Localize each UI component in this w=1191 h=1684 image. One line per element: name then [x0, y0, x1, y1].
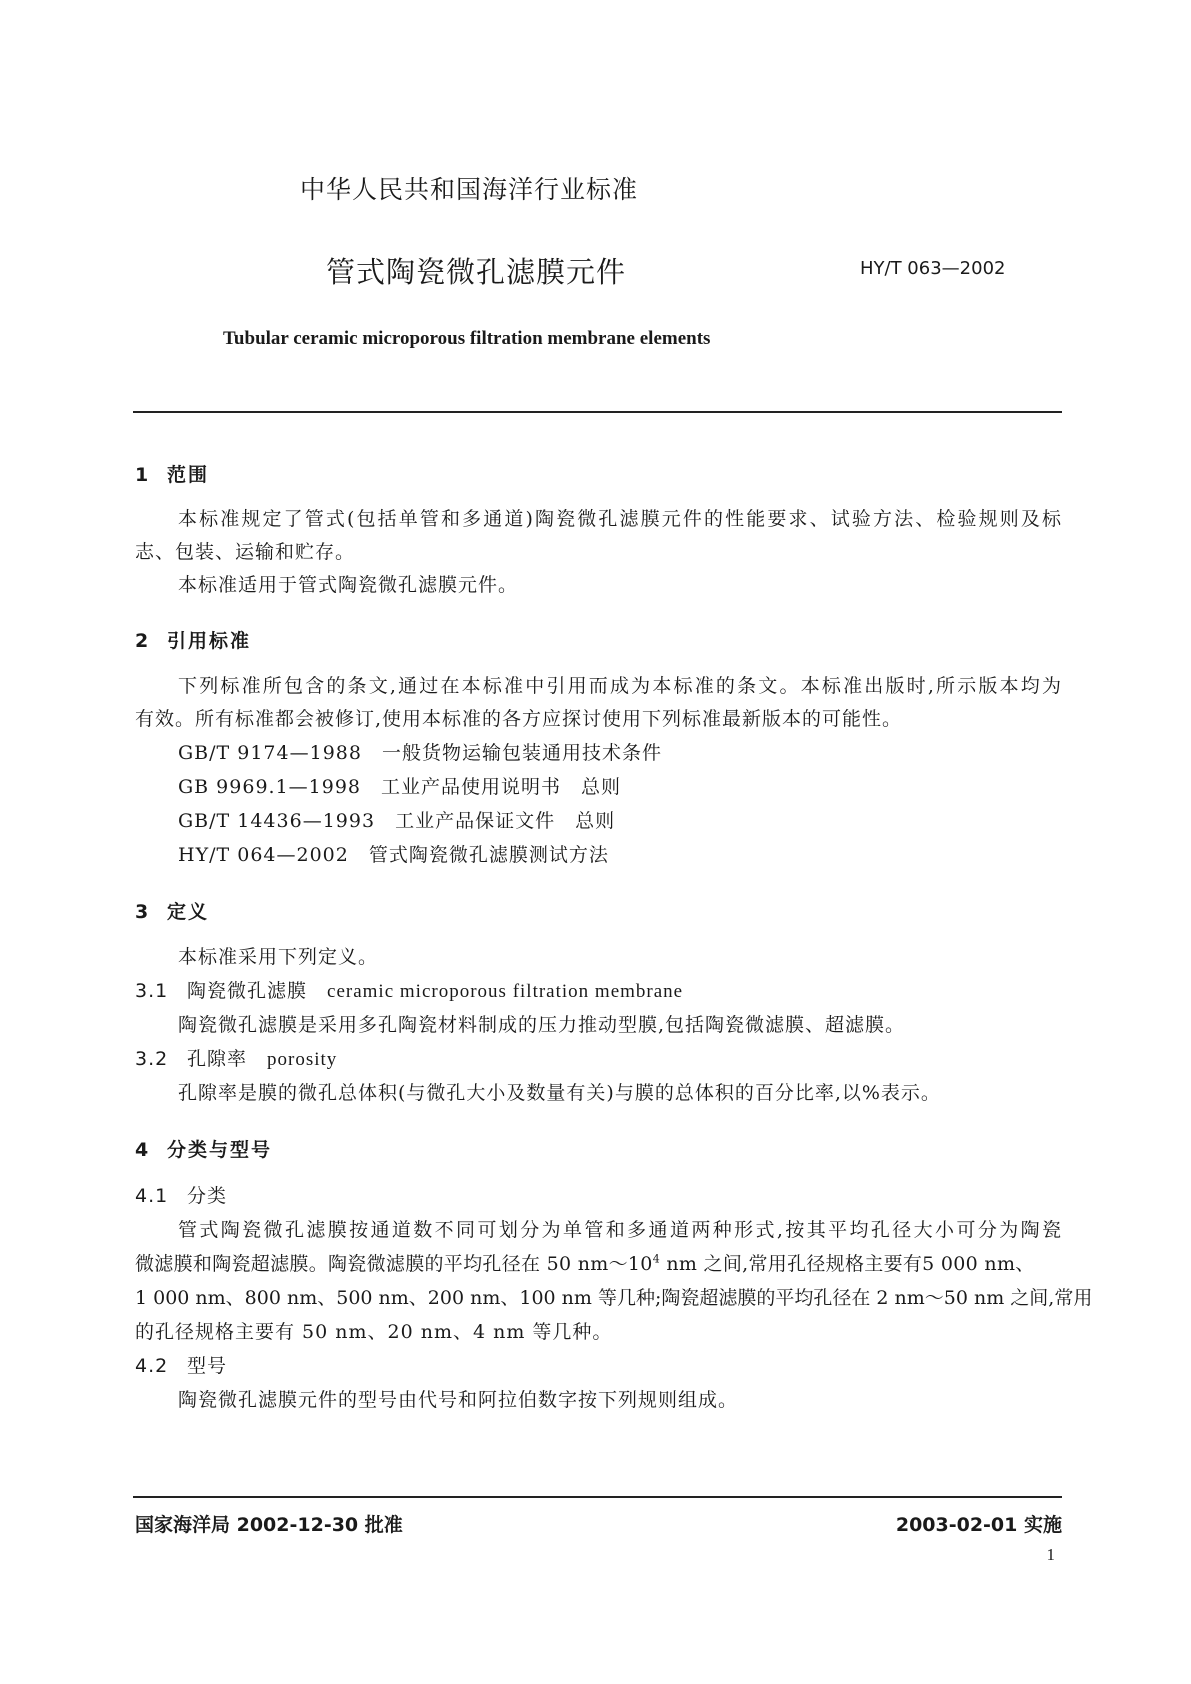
paragraph-line	[135, 1249, 1062, 1276]
line-text: nm 之间,常用孔径规格主要有5 000 nm、	[660, 1253, 1035, 1275]
section-number: 1	[135, 464, 149, 486]
subsection-number: 4.2	[135, 1355, 169, 1377]
subsection-title: 分类	[187, 1185, 228, 1207]
subsection-number: 3.2	[135, 1048, 169, 1070]
section-1-heading	[135, 460, 209, 487]
section-title: 引用标准	[167, 630, 252, 652]
definition-3-2-heading	[135, 1044, 337, 1071]
reference-name: 工业产品保证文件 总则	[395, 810, 616, 832]
section-number: 2	[135, 630, 149, 652]
section-2-heading	[135, 626, 251, 653]
superscript-exponent: 4	[652, 1252, 660, 1266]
effective-date: 2003-02-01 实施	[895, 1514, 1062, 1536]
subsection-title: 型号	[187, 1355, 228, 1377]
paragraph: 本标准采用下列定义。	[178, 946, 379, 968]
definition-text: 孔隙率是膜的微孔总体积(与微孔大小及数量有关)与膜的总体积的百分比率,以%表示。	[178, 1082, 941, 1104]
reference-code: HY/T 064—2002	[178, 844, 349, 866]
definition-term: 孔隙率	[187, 1048, 248, 1070]
subsection-number: 4.1	[135, 1185, 169, 1207]
subsection-number: 3.1	[135, 980, 169, 1002]
reference-code: GB/T 9174—1988	[178, 742, 362, 764]
paragraph-line: 下列标准所包含的条文,通过在本标准中引用而成为本标准的条文。本标准出版时,所示版本均为	[178, 675, 1062, 697]
definition-3-1-heading	[135, 976, 683, 1003]
paragraph-line: 本标准规定了管式(包括单管和多通道)陶瓷微孔滤膜元件的性能要求、试验方法、检验规则及标	[178, 508, 1062, 530]
definition-term: 陶瓷微孔滤膜	[187, 980, 308, 1002]
section-title: 范围	[167, 464, 210, 486]
reference-code: GB 9969.1—1998	[178, 776, 362, 798]
header-rule	[133, 411, 1062, 413]
section-number: 3	[135, 901, 149, 923]
section-3-heading	[135, 897, 209, 924]
reference-item	[178, 840, 609, 867]
paragraph-line: 有效。所有标准都会被修订,使用本标准的各方应探讨使用下列标准最新版本的可能性。	[135, 708, 903, 730]
paragraph: 陶瓷微孔滤膜元件的型号由代号和阿拉伯数字按下列规则组成。	[178, 1389, 739, 1411]
document-title-cn: 管式陶瓷微孔滤膜元件	[326, 255, 627, 289]
section-title: 分类与型号	[167, 1139, 273, 1161]
reference-item	[178, 806, 615, 833]
page-number: 1	[1046, 1545, 1055, 1564]
reference-code: GB/T 14436—1993	[178, 810, 376, 832]
section-4-heading	[135, 1135, 272, 1162]
standard-code: HY/T 063—2002	[860, 258, 1006, 279]
reference-name: 管式陶瓷微孔滤膜测试方法	[368, 844, 609, 866]
reference-name: 一般货物运输包装通用技术条件	[381, 742, 662, 764]
reference-item	[178, 772, 621, 799]
paragraph-line: 志、包装、运输和贮存。	[135, 541, 356, 563]
paragraph-line: 1 000 nm、800 nm、500 nm、200 nm、100 nm 等几种;陶瓷超滤膜的平均孔径在 2 nm～50 nm 之间,常用	[135, 1287, 1093, 1309]
definition-text: 陶瓷微孔滤膜是采用多孔陶瓷材料制成的压力推动型膜,包括陶瓷微滤膜、超滤膜。	[178, 1014, 906, 1036]
document-title-en: Tubular ceramic microporous filtration membrane elements	[223, 328, 711, 349]
definition-term-en: porosity	[267, 1049, 338, 1070]
paragraph-line: 管式陶瓷微孔滤膜按通道数不同可划分为单管和多通道两种形式,按其平均孔径大小可分为陶瓷	[178, 1219, 1062, 1241]
section-title: 定义	[167, 901, 210, 923]
footer-rule	[133, 1496, 1062, 1498]
subsection-4-2-heading	[135, 1351, 227, 1378]
reference-name: 工业产品使用说明书 总则	[381, 776, 622, 798]
approval-line: 国家海洋局 2002-12-30 批准	[135, 1514, 403, 1536]
definition-term-en: ceramic microporous filtration membrane	[327, 981, 684, 1002]
paragraph-line: 的孔径规格主要有 50 nm、20 nm、4 nm 等几种。	[135, 1321, 613, 1343]
subsection-4-1-heading	[135, 1181, 227, 1208]
section-number: 4	[135, 1139, 149, 1161]
line-text: 微滤膜和陶瓷超滤膜。陶瓷微滤膜的平均孔径在 50 nm～10	[135, 1253, 653, 1275]
paragraph: 本标准适用于管式陶瓷微孔滤膜元件。	[178, 574, 519, 596]
issuing-authority: 中华人民共和国海洋行业标准	[300, 175, 639, 204]
reference-item	[178, 738, 662, 765]
